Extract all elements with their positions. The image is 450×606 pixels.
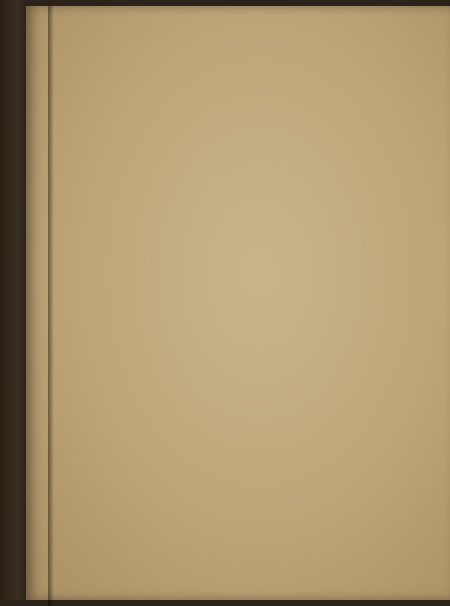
body-text — [122, 34, 362, 579]
book-page — [26, 6, 450, 600]
page-gutter-shadow — [48, 6, 54, 606]
